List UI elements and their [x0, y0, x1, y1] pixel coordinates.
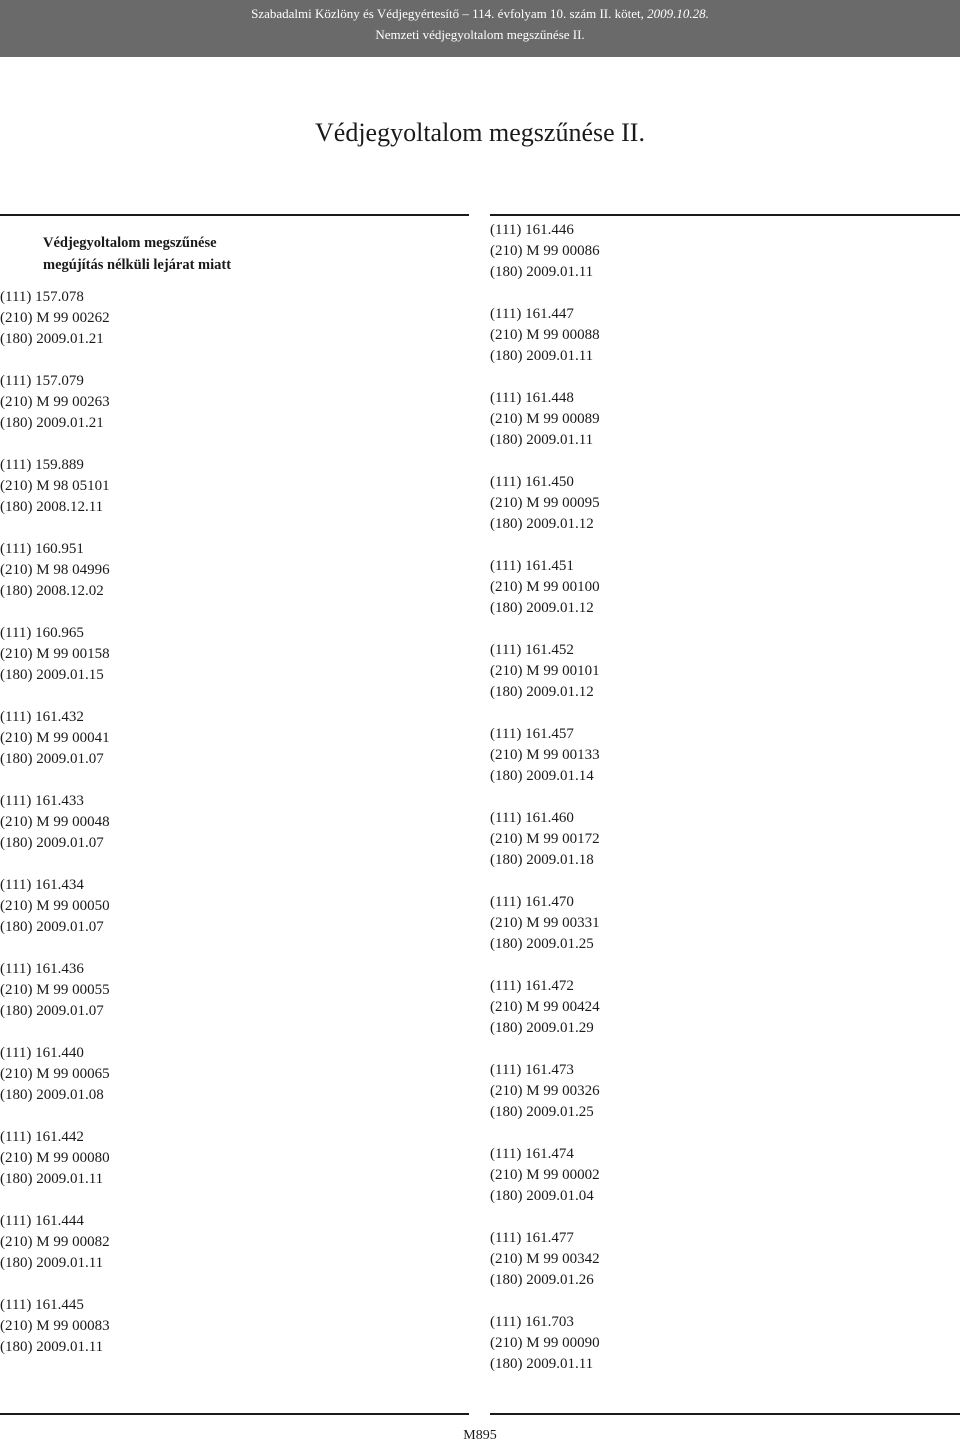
right-column-top-rule: [490, 214, 960, 216]
expiry-date: (180) 2009.01.04: [490, 1188, 594, 1204]
application-number: (210) M 99 00326: [490, 1083, 600, 1099]
expiry-date: (180) 2008.12.11: [0, 499, 104, 515]
application-number: (210) M 99 00048: [0, 814, 110, 830]
registration-number: (111) 161.703: [490, 1314, 574, 1330]
registration-number: (111) 161.451: [490, 558, 574, 574]
application-number: (210) M 99 00083: [0, 1318, 110, 1334]
expiry-date: (180) 2009.01.25: [490, 936, 594, 952]
trademark-entry: [0, 371, 469, 434]
registration-number: (111) 161.472: [490, 978, 574, 994]
application-number: (210) M 99 00090: [490, 1335, 600, 1351]
trademark-entry: [0, 539, 469, 602]
registration-number: (111) 161.440: [0, 1045, 84, 1061]
registration-number: (111) 161.436: [0, 961, 84, 977]
expiry-date: (180) 2009.01.07: [0, 751, 104, 767]
trademark-entry: [490, 472, 960, 535]
registration-number: (111) 161.446: [490, 222, 574, 238]
subsection-heading-line-2: megújítás nélküli lejárat miatt: [43, 257, 232, 273]
registration-number: (111) 160.951: [0, 541, 84, 557]
application-number: (210) M 98 04996: [0, 562, 110, 578]
trademark-entry: [490, 724, 960, 787]
trademark-entry: [0, 1043, 469, 1106]
registration-number: (111) 157.078: [0, 289, 84, 305]
header-journal: Szabadalmi Közlöny és Védjegyértesítő – 114. évfolyam 10. szám II. kötet,: [251, 6, 648, 21]
left-column-top-rule: [0, 214, 469, 216]
trademark-entry: [490, 1312, 960, 1375]
application-number: (210) M 99 00041: [0, 730, 110, 746]
application-number: (210) M 99 00424: [490, 999, 600, 1015]
expiry-date: (180) 2009.01.14: [490, 768, 594, 784]
expiry-date: (180) 2008.12.02: [0, 583, 104, 599]
registration-number: (111) 161.477: [490, 1230, 574, 1246]
trademark-entry: [0, 1295, 469, 1358]
expiry-date: (180) 2009.01.11: [490, 432, 594, 448]
expiry-date: (180) 2009.01.25: [490, 1104, 594, 1120]
left-column: [0, 220, 469, 1379]
right-column: [490, 220, 960, 1396]
header-date: 2009.10.28.: [647, 6, 709, 21]
trademark-entry: [0, 875, 469, 938]
registration-number: (111) 161.460: [490, 810, 574, 826]
application-number: (210) M 99 00100: [490, 579, 600, 595]
application-number: (210) M 99 00133: [490, 747, 600, 763]
trademark-entry: [0, 455, 469, 518]
registration-number: (111) 161.457: [490, 726, 574, 742]
expiry-date: (180) 2009.01.11: [0, 1171, 104, 1187]
registration-number: (111) 161.470: [490, 894, 574, 910]
registration-number: (111) 161.433: [0, 793, 84, 809]
header-journal-line: [0, 3, 960, 24]
application-number: (210) M 99 00342: [490, 1251, 600, 1267]
application-number: (210) M 99 00055: [0, 982, 110, 998]
trademark-entry: [490, 976, 960, 1039]
subsection-heading: [0, 232, 469, 276]
trademark-entry: [490, 892, 960, 955]
expiry-date: (180) 2009.01.12: [490, 684, 594, 700]
trademark-entry: [0, 623, 469, 686]
trademark-entry: [0, 707, 469, 770]
registration-number: (111) 159.889: [0, 457, 84, 473]
expiry-date: (180) 2009.01.26: [490, 1272, 594, 1288]
trademark-entry: [490, 220, 960, 283]
registration-number: (111) 161.445: [0, 1297, 84, 1313]
page-number: M895: [463, 1428, 497, 1443]
registration-number: (111) 161.447: [490, 306, 574, 322]
application-number: (210) M 98 05101: [0, 478, 110, 494]
trademark-entry: [490, 1228, 960, 1291]
expiry-date: (180) 2009.01.12: [490, 516, 594, 532]
application-number: (210) M 99 00065: [0, 1066, 110, 1082]
registration-number: (111) 161.444: [0, 1213, 84, 1229]
application-number: (210) M 99 00172: [490, 831, 600, 847]
registration-number: (111) 161.450: [490, 474, 574, 490]
expiry-date: (180) 2009.01.29: [490, 1020, 594, 1036]
expiry-date: (180) 2009.01.07: [0, 919, 104, 935]
application-number: (210) M 99 00101: [490, 663, 600, 679]
trademark-entry: [490, 808, 960, 871]
application-number: (210) M 99 00262: [0, 310, 110, 326]
trademark-entry: [0, 959, 469, 1022]
running-header: [0, 0, 960, 57]
application-number: (210) M 99 00050: [0, 898, 110, 914]
trademark-entry: [490, 1060, 960, 1123]
registration-number: (111) 157.079: [0, 373, 84, 389]
expiry-date: (180) 2009.01.18: [490, 852, 594, 868]
expiry-date: (180) 2009.01.11: [0, 1339, 104, 1355]
trademark-entry: [490, 640, 960, 703]
trademark-entry: [0, 1211, 469, 1274]
registration-number: (111) 161.432: [0, 709, 84, 725]
application-number: (210) M 99 00158: [0, 646, 110, 662]
registration-number: (111) 161.452: [490, 642, 574, 658]
expiry-date: (180) 2009.01.11: [490, 1356, 594, 1372]
expiry-date: (180) 2009.01.07: [0, 835, 104, 851]
application-number: (210) M 99 00263: [0, 394, 110, 410]
application-number: (210) M 99 00089: [490, 411, 600, 427]
header-section: Nemzeti védjegyoltalom megszűnése II.: [375, 27, 585, 42]
left-column-bottom-rule: [0, 1413, 469, 1415]
expiry-date: (180) 2009.01.21: [0, 415, 104, 431]
subsection-heading-line-1: Védjegyoltalom megszűnése: [43, 235, 217, 251]
application-number: (210) M 99 00095: [490, 495, 600, 511]
expiry-date: (180) 2009.01.12: [490, 600, 594, 616]
expiry-date: (180) 2009.01.11: [490, 348, 594, 364]
left-entry-list: [0, 287, 469, 1358]
application-number: (210) M 99 00082: [0, 1234, 110, 1250]
expiry-date: (180) 2009.01.08: [0, 1087, 104, 1103]
application-number: (210) M 99 00088: [490, 327, 600, 343]
expiry-date: (180) 2009.01.21: [0, 331, 104, 347]
trademark-entry: [490, 556, 960, 619]
expiry-date: (180) 2009.01.11: [0, 1255, 104, 1271]
registration-number: (111) 161.448: [490, 390, 574, 406]
application-number: (210) M 99 00086: [490, 243, 600, 259]
page-title: Védjegyoltalom megszűnése II.: [315, 118, 645, 147]
trademark-entry: [0, 791, 469, 854]
trademark-entry: [490, 388, 960, 451]
registration-number: (111) 160.965: [0, 625, 84, 641]
registration-number: (111) 161.442: [0, 1129, 84, 1145]
application-number: (210) M 99 00080: [0, 1150, 110, 1166]
application-number: (210) M 99 00002: [490, 1167, 600, 1183]
registration-number: (111) 161.474: [490, 1146, 574, 1162]
right-column-bottom-rule: [490, 1413, 960, 1415]
registration-number: (111) 161.473: [490, 1062, 574, 1078]
expiry-date: (180) 2009.01.15: [0, 667, 104, 683]
right-entry-list: [490, 220, 960, 1375]
trademark-entry: [0, 1127, 469, 1190]
trademark-entry: [0, 287, 469, 350]
expiry-date: (180) 2009.01.07: [0, 1003, 104, 1019]
expiry-date: (180) 2009.01.11: [490, 264, 594, 280]
trademark-entry: [490, 1144, 960, 1207]
trademark-entry: [490, 304, 960, 367]
application-number: (210) M 99 00331: [490, 915, 600, 931]
registration-number: (111) 161.434: [0, 877, 84, 893]
